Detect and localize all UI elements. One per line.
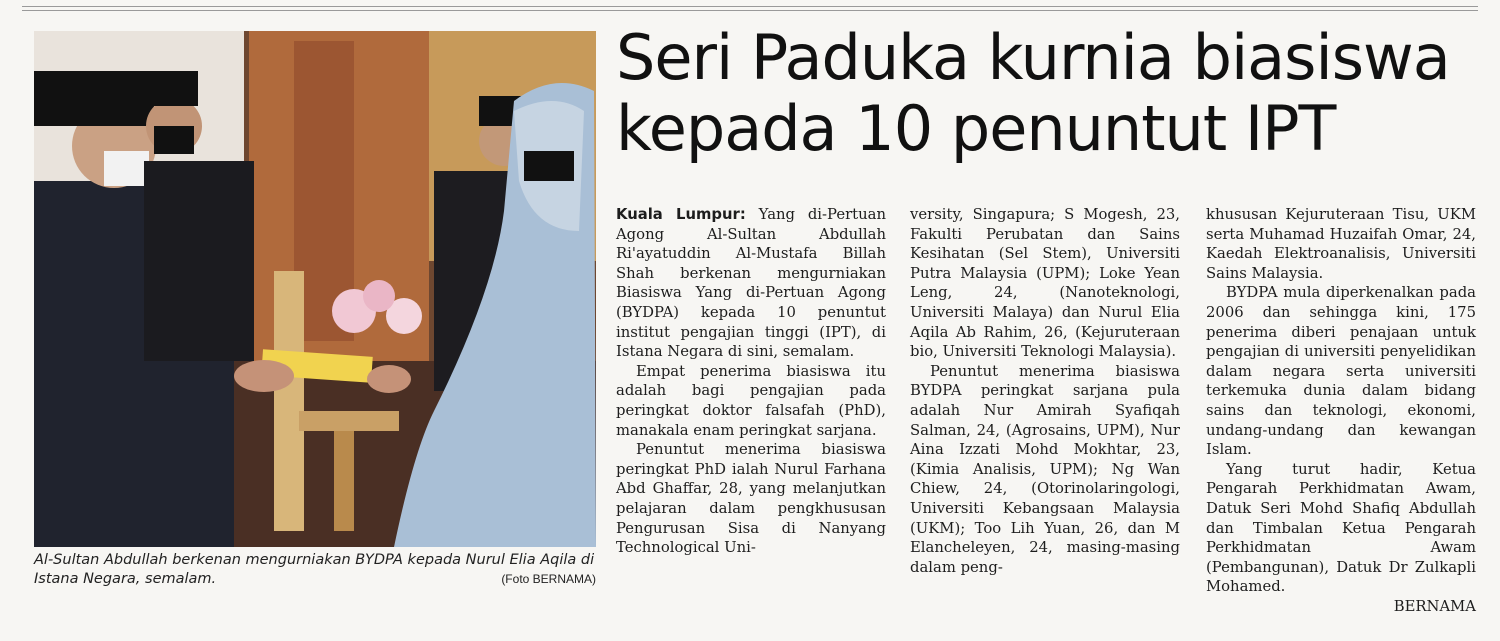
article-column-1 xyxy=(616,205,886,558)
photo-caption xyxy=(34,551,596,589)
dateline: Kuala Lumpur: xyxy=(616,206,746,223)
body-paragraph xyxy=(616,205,886,362)
headline-line-1: Seri Paduka kurnia biasiswa xyxy=(616,21,1450,94)
top-rule-2 xyxy=(22,10,1478,11)
caption-text: Al-Sultan Abdullah berkenan mengurniakan BYDPA kepada Nurul Elia Aqila di Istana Negara, semalam. xyxy=(34,552,595,587)
news-photo xyxy=(34,31,596,547)
body-paragraph: versity, Singapura; S Mogesh, 23, Fakulti Perubatan dan Sains Kesihatan (Sel Stem), Universiti Putra Malaysia (UPM); Loke Yean Leng, 24, (Nanoteknologi, Universiti Malaya) dan Nurul Elia Aqila Ab Rahim, 26, (Kejuruteraan bio, Universiti Teknologi Malaysia). xyxy=(910,206,1180,361)
body-paragraph: khususan Kejuruteraan Tisu, UKM serta Muhamad Huzaifah Omar, 24, Kaedah Elektroanalisis, Universiti Sains Malaysia. xyxy=(1206,206,1476,282)
body-paragraph: Penuntut menerima biasiswa BYDPA peringkat sarjana pula adalah Nur Amirah Syafiqah Salman, 24, (Agrosains, UPM), Nur Aina Izzati Mohd Mokhtar, 23, (Kimia Analisis, UPM); Ng Wan Chiew, 24, (Otorinolaringologi, Universiti Kebangsaan Malaysia (UKM); Too Lih Yuan, 26, dan M Elancheleyen, 24, masing-masing dalam peng- xyxy=(910,362,1180,576)
headline xyxy=(616,22,1486,164)
article-column-2 xyxy=(910,205,1180,577)
byline: BERNAMA xyxy=(1393,597,1476,615)
photo-credit: (Foto BERNAMA) xyxy=(501,572,596,586)
article-column-3 xyxy=(1206,205,1476,616)
body-paragraph: BYDPA mula diperkenalkan pada 2006 dan sehingga kini, 175 penerima diberi penajaan untuk pengajian di universiti penyelidikan dalam negara serta universiti terkemuka dunia dalam bidang sains dan teknologi, ekonomi, undang-undang dan kewangan Islam. xyxy=(1206,284,1476,459)
body-paragraph: Penuntut menerima biasiswa peringkat PhD ialah Nurul Farhana Abd Ghaffar, 28, yang melanjutkan pelajaran dalam pengkhususan Pengurusan Sisa di Nanyang Technological Uni- xyxy=(616,441,886,557)
paragraph-text: Yang di-Pertuan Agong Al-Sultan Abdullah Ri'ayatuddin Al-Mustafa Billah Shah berkenan mengurniakan Biasiswa Yang di-Pertuan Agong (BYDPA) kepada 10 penuntut institut pengajian tinggi (IPT), di Istana Negara di sini, semalam. xyxy=(616,206,886,361)
byline-row xyxy=(1206,597,1476,617)
body-paragraph: Empat penerima biasiswa itu adalah bagi pengajian pada peringkat doktor falsafah (PhD), manakala enam peringkat sarjana. xyxy=(616,362,886,439)
body-paragraph: Yang turut hadir, Ketua Pengarah Perkhidmatan Awam, Datuk Seri Mohd Shafiq Abdullah dan Timbalan Ketua Pengarah Perkhidmatan Awam (Pembangunan), Datuk Dr Zulkapli Mohamed. xyxy=(1206,460,1476,596)
top-rule xyxy=(22,6,1478,7)
headline-line-2: kepada 10 penuntut IPT xyxy=(616,92,1336,165)
